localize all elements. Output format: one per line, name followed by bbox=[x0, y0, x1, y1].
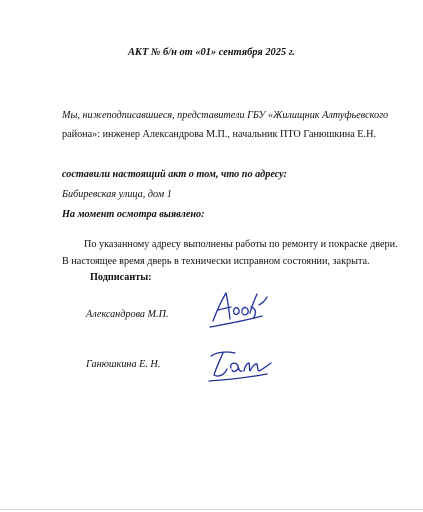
signatory-2-name: Ганюшкина Е. Н. bbox=[86, 359, 161, 370]
composed-heading: составили настоящий акт о том, что по адресу: bbox=[62, 169, 287, 180]
finding-line-1: По указанному адресу выполнены работы по ремонту и покраске двери. bbox=[84, 239, 398, 250]
signatories-heading: Подписанты: bbox=[90, 272, 152, 283]
signature-1-image bbox=[204, 283, 276, 331]
intro-line-1: Мы, нижеподписавшиеся, представители ГБУ «Жилищник Алтуфьевского bbox=[62, 110, 389, 121]
page-bottom-rule bbox=[0, 509, 423, 510]
finding-line-2: В настоящее время дверь в технически исправном состоянии, закрыта. bbox=[62, 256, 370, 267]
signature-2-image bbox=[205, 344, 281, 386]
intro-line-2: района»: инженер Александрова М.П., начальник ПТО Ганюшкина Е.Н. bbox=[62, 129, 376, 140]
signatory-1-name: Александрова М.П. bbox=[86, 309, 169, 320]
address: Бибиревская улица, дом 1 bbox=[62, 189, 172, 200]
document-title: АКТ № б/н от «01» сентября 2025 г. bbox=[127, 47, 295, 58]
inspection-heading: На момент осмотра выявлено: bbox=[62, 209, 205, 220]
